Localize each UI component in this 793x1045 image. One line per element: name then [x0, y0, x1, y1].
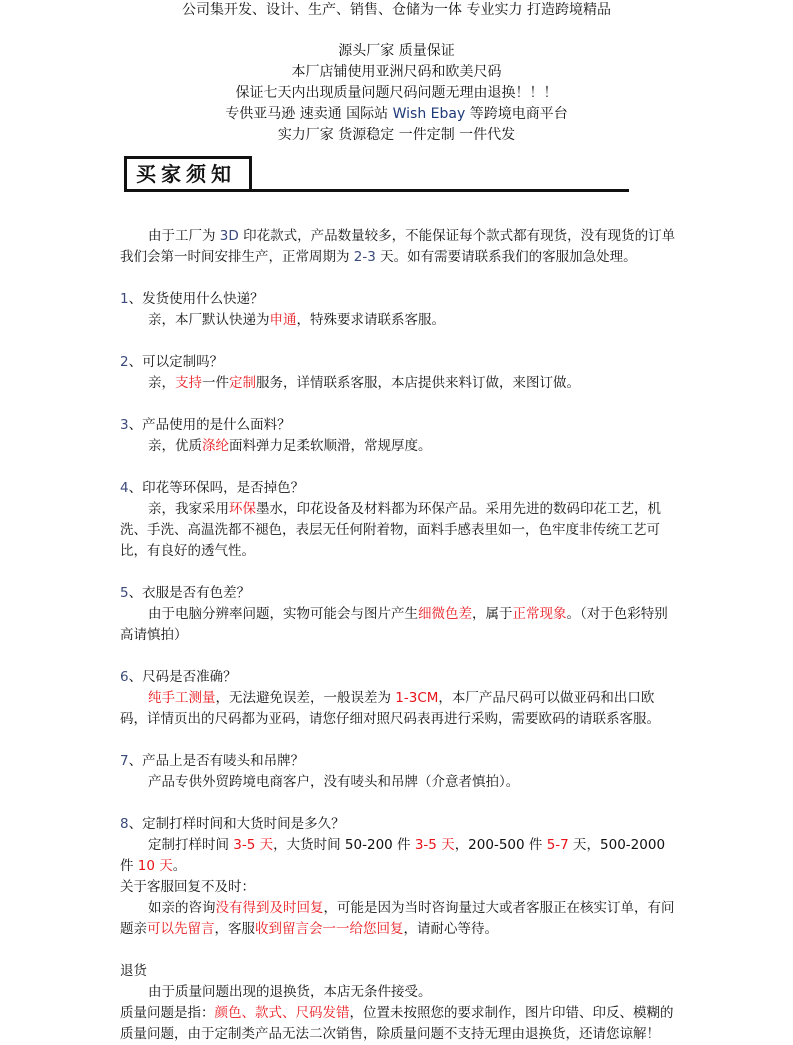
answer-text: 亲，我家采用 — [148, 501, 229, 517]
banner-slogan: 公司集开发、设计、生产、销售、仓储为一体 专业实力 打造跨境精品 — [182, 2, 611, 18]
faq-item-2 — [120, 352, 680, 394]
answer-text: 面料弹力足柔软顺滑，常规厚度。 — [229, 438, 432, 454]
reply-delay-body — [120, 898, 680, 940]
faq-question-text: 、产品使用的是什么面料？ — [128, 417, 291, 433]
answer-text: 服务，详情联系客服，本店提供来料订做，来图订做。 — [256, 375, 580, 391]
intro-text: 由于工厂为 — [148, 228, 220, 244]
faq-item-4 — [120, 478, 680, 562]
faq-item-7 — [120, 751, 680, 793]
faq-question-text: 、发货使用什么快递？ — [128, 291, 264, 307]
platforms-brand: Wish Ebay — [392, 106, 466, 122]
answer-text: 由于电脑分辨率问题，实物可能会与图片产生 — [148, 606, 418, 622]
answer-text: 天，500-2000 件 — [120, 837, 666, 874]
faq-question — [120, 415, 680, 436]
faq-question-text: 、印花等环保吗，是否掉色？ — [128, 480, 305, 496]
definition-text: ，位置未按照您的要求制作，图片印错、印反、模糊的质量问题，由于定制类产品无法二次销售，除质量问题不支持无理由退换货，还请您谅解！ — [120, 1005, 674, 1042]
top-banner — [0, 0, 793, 146]
buyer-notice-header — [124, 156, 630, 196]
body-text: ，客服 — [214, 921, 255, 937]
banner-quality: 源头厂家 质量保证 — [338, 43, 455, 59]
answer-text: ，无法避免误差，一般误差为 — [215, 690, 396, 706]
faq-answer — [120, 310, 680, 331]
banner-factory: 实力厂家 货源稳定 一件定制 一件代发 — [277, 127, 516, 143]
faq-item-1 — [120, 289, 680, 331]
faq-number: 6 — [120, 669, 129, 685]
body-text: 如亲的咨询 — [148, 900, 216, 916]
faq-number: 4 — [120, 480, 129, 496]
answer-highlight: 1-3CM — [395, 690, 439, 706]
section-title: 买家须知 — [124, 156, 252, 192]
faq-number: 3 — [120, 417, 129, 433]
faq-number: 1 — [120, 291, 129, 307]
faq-question-text: 、可以定制吗？ — [128, 354, 224, 370]
definition-highlight: 颜色、款式、尺码发错 — [214, 1005, 350, 1021]
body-text: ，请耐心等待。 — [403, 921, 498, 937]
answer-text: 一件 — [202, 375, 229, 391]
answer-text: ，200-500 件 — [454, 837, 547, 853]
body-highlight: 可以先留言 — [147, 921, 215, 937]
answer-highlight: 正常现象 — [512, 606, 567, 622]
answer-text: 。 — [172, 858, 187, 874]
answer-highlight: 5-7 — [546, 837, 569, 853]
answer-text: ，大货时间 50-200 件 — [273, 837, 415, 853]
faq-number: 2 — [120, 354, 129, 370]
answer-highlight: 申通 — [269, 312, 297, 328]
faq-question — [120, 667, 680, 688]
intro-text: 天。如有需要请联系我们的客服加急处理。 — [375, 249, 637, 265]
returns-title: 退货 — [120, 963, 147, 979]
faq-item-8 — [120, 814, 680, 877]
faq-answer — [120, 772, 680, 793]
answer-text: 亲，优质 — [148, 438, 202, 454]
answer-text: 亲， — [148, 375, 175, 391]
banner-platforms — [0, 104, 793, 125]
body-highlight: 没有得到及时回复 — [215, 900, 324, 916]
banner-spacer — [0, 21, 793, 41]
faq-question — [120, 289, 680, 310]
reply-delay-title: 关于客服回复不及时： — [120, 879, 255, 895]
intro-3d: 3D — [219, 228, 239, 244]
platforms-suffix: 等跨境电商平台 — [465, 106, 568, 122]
faq-question — [120, 478, 680, 499]
answer-text: 亲，本厂默认快递为 — [148, 312, 270, 328]
answer-highlight: 10 天 — [137, 858, 173, 874]
banner-guarantee: 保证七天内出现质量问题尺码问题无理由退换！！！ — [235, 85, 558, 101]
faq-number: 7 — [120, 753, 129, 769]
faq-question — [120, 814, 680, 835]
faq-answer — [120, 604, 680, 646]
banner-sizes: 本厂店铺使用亚洲尺码和欧美尺码 — [291, 64, 502, 80]
answer-highlight: 纯手工测量 — [148, 690, 216, 706]
faq-question — [120, 583, 680, 604]
reply-delay-section — [120, 877, 680, 940]
answer-highlight: 涤纶 — [202, 438, 229, 454]
faq-answer — [120, 835, 680, 877]
faq-number: 5 — [120, 585, 129, 601]
intro-paragraph — [120, 226, 680, 268]
definition-text: 质量问题是指： — [120, 1005, 215, 1021]
faq-question-text: 、衣服是否有色差？ — [128, 585, 251, 601]
faq-question-text: 、产品上是否有唛头和吊牌？ — [128, 753, 305, 769]
answer-text: ，属于 — [472, 606, 513, 622]
returns-section — [120, 961, 680, 1045]
answer-text: 。（对于色彩特别高请慎拍） — [120, 606, 668, 643]
faq-question — [120, 751, 680, 772]
faq-item-6 — [120, 667, 680, 730]
notice-content — [120, 226, 680, 1045]
answer-text: ，本厂产品尺码可以做亚码和出口欧码，详情页出的尺码都为亚码，请您仔细对照尺码表再进行采购，需要欧码的请联系客服。 — [120, 690, 660, 727]
intro-text: 印花款式，产品数量较多，不能保证每个款式都有现货，没有现货的订单我们会第一时间安排生产，正常周期为 — [120, 228, 676, 265]
answer-highlight: 细微色差 — [418, 606, 472, 622]
body-text: ，可能是因为当时咨询量过大或者客服正在核实订单，有问题亲 — [120, 900, 675, 937]
faq-question-text: 、尺码是否准确？ — [128, 669, 237, 685]
returns-policy: 由于质量问题出现的退换货，本店无条件接受。 — [148, 984, 432, 1000]
faq-number: 8 — [120, 816, 129, 832]
platforms-text: 专供亚马逊 速卖通 国际站 — [225, 106, 393, 122]
answer-highlight: 3-5 天 — [233, 837, 274, 853]
answer-highlight: 3-5 天 — [414, 837, 455, 853]
intro-days: 2-3 — [353, 249, 376, 265]
faq-item-5 — [120, 583, 680, 646]
faq-item-3 — [120, 415, 680, 457]
body-highlight: 收到留言会一一给您回复 — [255, 921, 404, 937]
faq-answer — [120, 373, 680, 394]
answer-text: 墨水，印花设备及材料都为环保产品。采用先进的数码印花工艺，机洗、手洗、高温洗都不褪色，表层无任何附着物，面料手感表里如一，色牢度非传统工艺可比，有良好的透气性。 — [120, 501, 661, 559]
faq-question — [120, 352, 680, 373]
answer-highlight: 定制 — [229, 375, 256, 391]
answer-highlight: 环保 — [229, 501, 256, 517]
faq-answer — [120, 688, 680, 730]
answer-text: ，特殊要求请联系客服。 — [296, 312, 445, 328]
answer-highlight: 支持 — [175, 375, 202, 391]
faq-answer — [120, 436, 680, 457]
faq-question-text: 、定制打样时间和大货时间是多久？ — [128, 816, 345, 832]
answer-text: 定制打样时间 — [148, 837, 234, 853]
quality-issue-definition — [120, 1003, 680, 1045]
answer-text: 产品专供外贸跨境电商客户，没有唛头和吊牌（介意者慎拍）。 — [148, 774, 520, 790]
faq-answer — [120, 499, 680, 562]
